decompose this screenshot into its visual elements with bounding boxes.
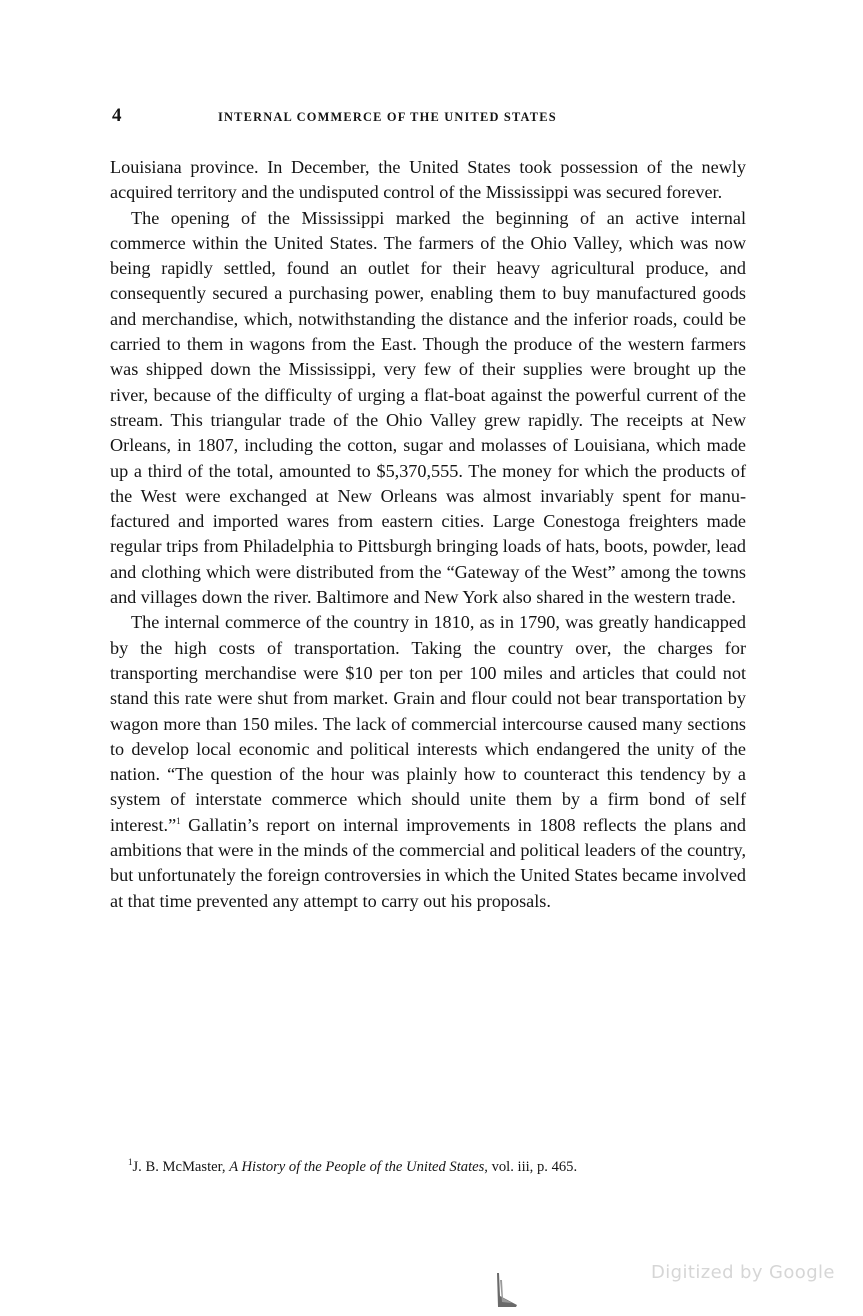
paragraph-2: The opening of the Mississippi marked the beginning of an active internal commerce within the United States. The farmers of the Ohio Valley, which was now being rapidly settled, found an outlet for their heavy agricultural produce, and consequently secured a purchasing power, enabling them to buy manufactured goods and merchandise, which, notwithstanding the distance and the inferior roads, could be carried to them in wagons from the East. Though the produce of the western farmers was shipped down the Mississippi, very few of their supplies were brought up the river, because of the difficulty of urging a flat-boat against the powerful current of the stream. This triangular trade of the Ohio Valley grew rapidly. The receipts at New Orleans, in 1807, including the cotton, sugar and molasses of Louisiana, which made up a third of the total, amounted to $5,370,555. The money for which the products of the West were exchanged at New Orleans was almost invariably spent for manufactured and imported wares from eastern cities. Large Conestoga freighters made regular trips from Philadelphia to Pittsburgh bringing loads of hats, boots, powder, lead and clothing which were distributed from the “Gateway of the West” among the towns and villages down the river. Baltimore and New York also shared in the western trade.	[110, 207, 746, 608]
footnote-marker: 1	[128, 1157, 133, 1168]
digitized-watermark: Digitized by Google	[651, 1262, 835, 1283]
footnote	[110, 1157, 750, 1177]
footnote-citation: , vol. iii, p. 465.	[484, 1159, 578, 1175]
page-number: 4	[112, 105, 122, 126]
scan-artifact-icon	[494, 1272, 520, 1308]
footnote-reference: 1	[176, 815, 181, 826]
paragraph-3-text-a: The internal commerce of the country in 1810, as in 1790, was greatly handicapped by the high costs of transportation. Taking the country over, the charges for transporting merchandise were $10 per ton per 100 miles and articles that could not stand this rate were shut from market. Grain and flour could not bear transportation by wagon more than 150 miles. The lack of commercial intercourse caused many sections to develop local economic and political interests which endangered the unity of the nation. “The question of the hour was plainly how to counteract this tendency by a system of interstate commerce which should unite them by a firm bond of self interest.”	[110, 612, 746, 835]
footnote-author: J. B. McMaster,	[132, 1159, 230, 1175]
body-text	[110, 155, 746, 914]
paragraph-1: Louisiana province. In December, the United States took possession of the newly acquired territory and the undisputed control of the Mississippi was secured forever.	[110, 157, 746, 203]
paragraph-3-text-b: Gallatin’s report on internal improvements in 1808 reflects the plans and ambitions that were in the minds of the commercial and political leaders of the country, but unfortunately the foreign controversies in which the United States became involved at that time prevented any attempt to carry out his proposals.	[110, 814, 746, 911]
running-head: INTERNAL COMMERCE OF THE UNITED STATES	[218, 110, 557, 124]
footnote-title: A History of the People of the United States	[229, 1159, 485, 1175]
paragraph-3	[110, 610, 746, 914]
